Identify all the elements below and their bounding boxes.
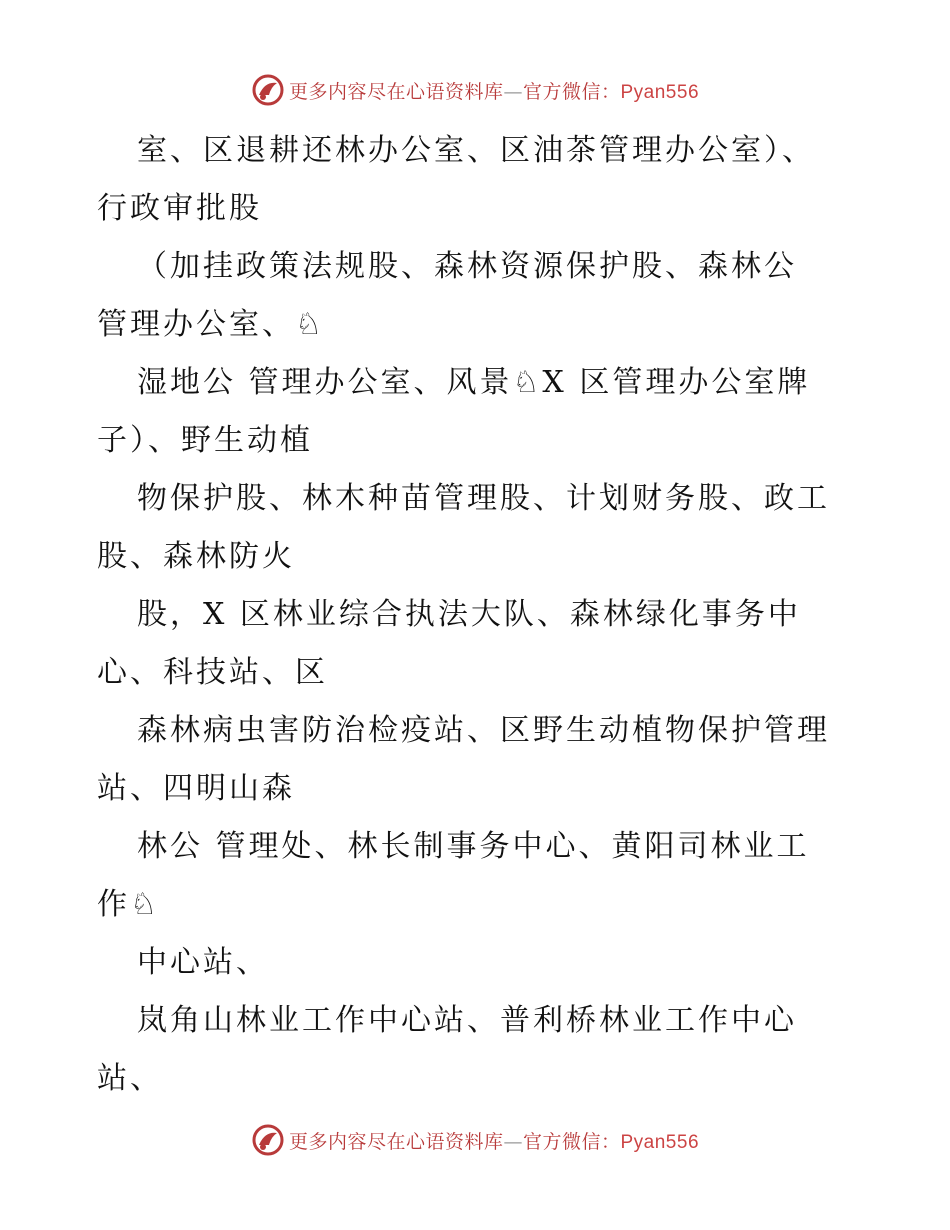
watermark-text: 更多内容尽在心语资料库 (288, 80, 504, 103)
text-line: （加挂政策法规股、森林资源保护股、森林公 (137, 249, 797, 284)
footer-watermark (0, 1122, 950, 1158)
text-line: 站、四明山森 (97, 771, 295, 806)
text-line: 管理办公室、♘ (97, 307, 325, 342)
watermark-id: Pyan556 (620, 81, 700, 103)
text-line: 中心站、 (137, 945, 269, 980)
watermark-suffix: 官方微信： (522, 80, 621, 103)
document-body (97, 122, 887, 1108)
text-line: 森林病虫害防治检疫站、区野生动植物保护管理 (137, 713, 830, 748)
text-line: 物保护股、林木种苗管理股、计划财务股、政工 (137, 481, 830, 516)
text-line: 林公 管理处、林长制事务中心、黄阳司林业工 (137, 829, 810, 864)
brand-logo-icon (251, 73, 285, 107)
watermark-separator: — (503, 1130, 523, 1153)
watermark-id: Pyan556 (620, 1131, 700, 1153)
text-line: 站、 (97, 1061, 163, 1096)
text-line: 心、科技站、区 (97, 655, 328, 690)
text-line: 行政审批股 (97, 191, 262, 226)
watermark-separator: — (503, 80, 523, 103)
text-line: 岚角山林业工作中心站、普利桥林业工作中心 (137, 1003, 797, 1038)
text-line: 作♘ (97, 887, 160, 922)
watermark-suffix: 官方微信： (522, 1130, 621, 1153)
text-line: 股，X 区林业综合执法大队、森林绿化事务中 (137, 597, 801, 632)
watermark-text: 更多内容尽在心语资料库 (288, 1130, 504, 1153)
text-line: 湿地公 管理办公室、风景♘X 区管理办公室牌 (137, 365, 811, 400)
header-watermark (0, 72, 950, 108)
brand-logo-icon (251, 1123, 285, 1157)
text-line: 室、区退耕还林办公室、区油茶管理办公室）、 (137, 133, 815, 168)
text-line: 子）、野生动植 (97, 423, 313, 458)
text-line: 股、森林防火 (97, 539, 295, 574)
